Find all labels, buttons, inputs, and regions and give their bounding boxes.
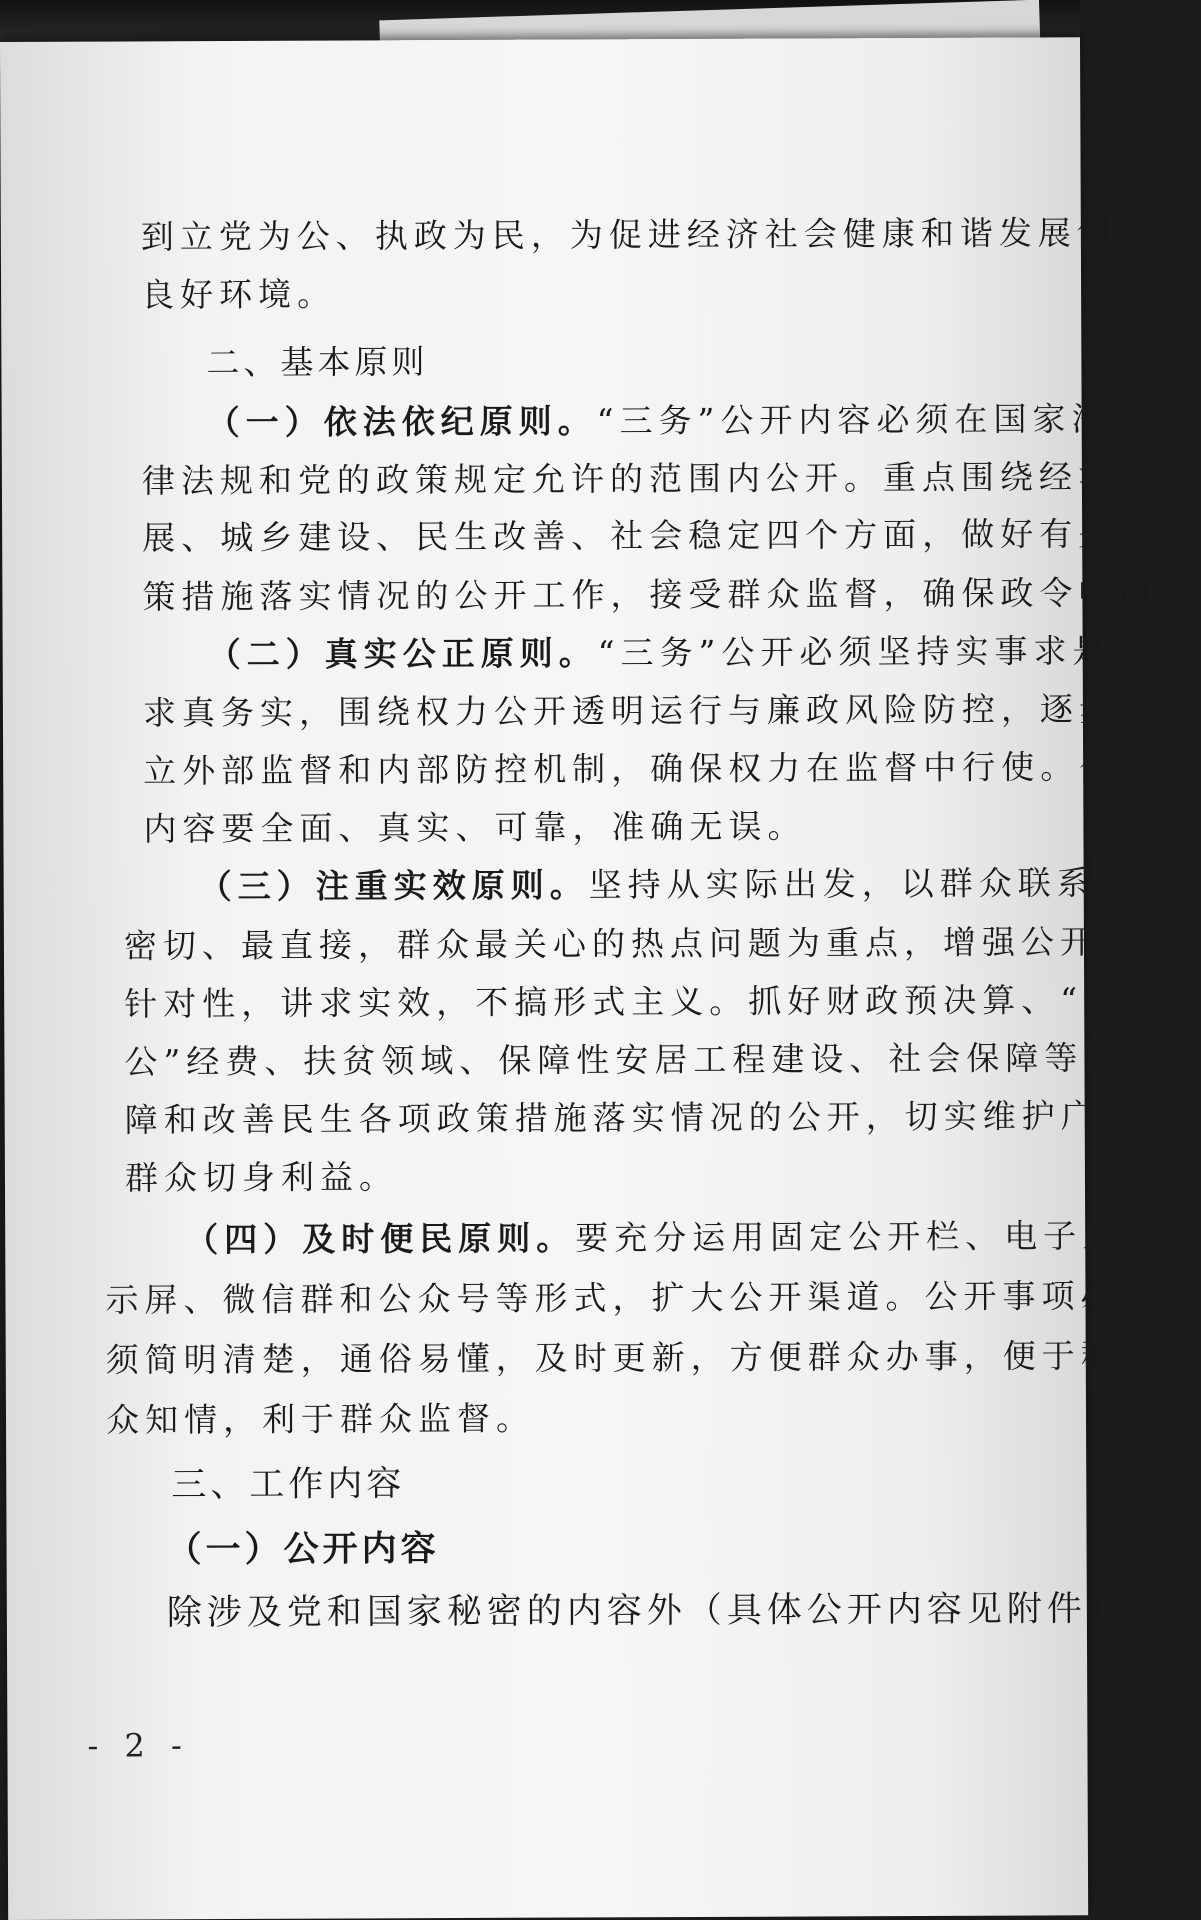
principle-line: （三）注重实效原则。坚持从实际出发，以群众联系最 <box>198 863 1135 907</box>
body-line: 策措施落实情况的公开工作，接受群众监督，确保政令畅通。 <box>142 572 1196 617</box>
body-line: 到立党为公、执政为民，为促进经济社会健康和谐发展创造 <box>140 212 1155 257</box>
body-line: 除涉及党和国家秘密的内容外（具体公开内容见附件）， <box>166 1589 1150 1634</box>
body-line: 求真务实，围绕权力公开透明运行与廉政风险防控，逐步建 <box>142 688 1158 733</box>
principle-line: （四）及时便民原则。要充分运用固定公开栏、电子显 <box>185 1216 1122 1260</box>
body-line: 障和改善民生各项政策措施落实情况的公开，切实维护广大 <box>124 1096 1139 1140</box>
body-line: 须简明清楚，通俗易懂，及时更新，方便群众办事，便于群 <box>105 1336 1120 1380</box>
section-heading: 三、工作内容 <box>171 1464 406 1506</box>
body-line: 良好环境。 <box>141 274 337 315</box>
body-line: 示屏、微信群和公众号等形式，扩大公开渠道。公开事项必 <box>105 1276 1120 1320</box>
body-line: 律法规和党的政策规定允许的范围内公开。重点围绕经济发 <box>141 456 1156 501</box>
principle-line: （一）依法依纪原则。“三务”公开内容必须在国家法 <box>206 399 1111 443</box>
page-number: - 2 - <box>87 1726 190 1765</box>
body-line: 展、城乡建设、民生改善、社会稳定四个方面，做好有关政 <box>142 513 1157 558</box>
principle-line: （二）真实公正原则。“三务”公开必须坚持实事求是、 <box>207 630 1151 675</box>
body-line: 公”经费、扶贫领域、保障性安居工程建设、社会保障等保 <box>124 1038 1123 1082</box>
subsection-heading: （一）公开内容 <box>166 1528 440 1571</box>
section-heading: 二、基本原则 <box>206 342 429 383</box>
document-page <box>0 37 1196 1920</box>
body-line: 内容要全面、真实、可靠，准确无误。 <box>143 806 807 849</box>
body-line: 针对性，讲求实效，不搞形式主义。抓好财政预决算、“三 <box>124 980 1123 1024</box>
body-line: 众知情，利于群众监督。 <box>105 1398 536 1440</box>
body-line: 群众切身利益。 <box>124 1157 399 1198</box>
body-line: 立外部监督和内部防控机制，确保权力在监督中行使。公开 <box>143 746 1158 791</box>
body-line: 密切、最直接，群众最关心的热点问题为重点，增强公开的 <box>123 922 1139 966</box>
